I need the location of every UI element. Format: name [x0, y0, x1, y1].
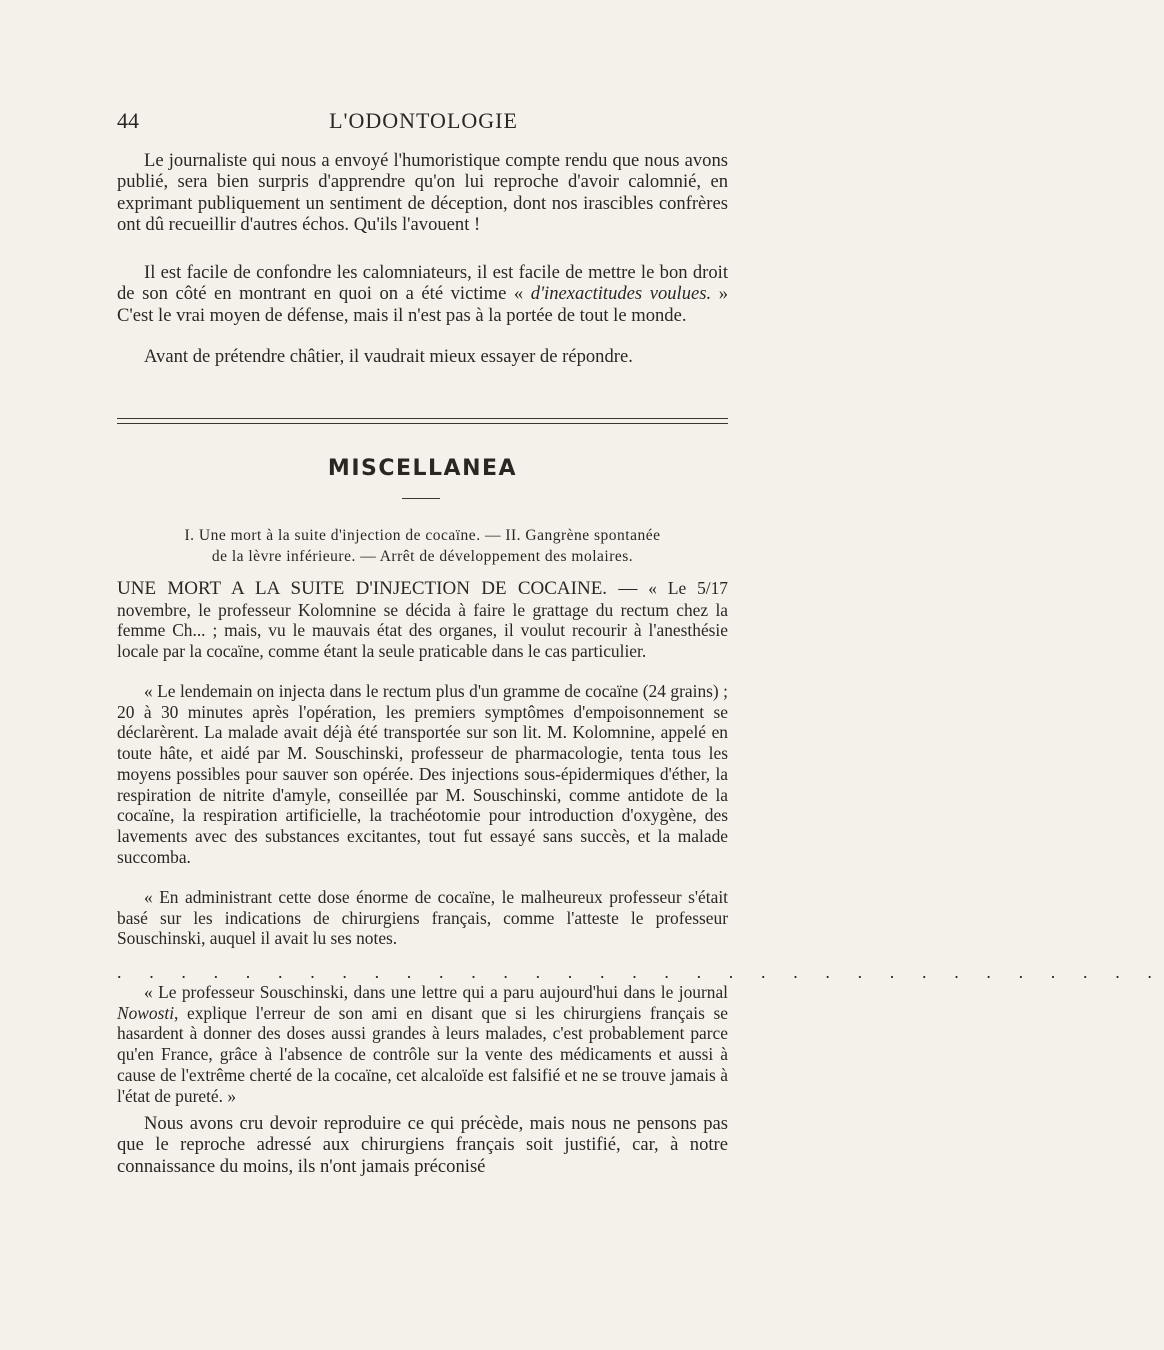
running-title: L'ODONTOLOGIE [329, 108, 518, 133]
summary-line-1: I. Une mort à la suite d'injection de cocaïne. — II. Gangrène spontanée [184, 527, 661, 544]
section-divider-double [117, 418, 728, 424]
article-paragraph-5: Nous avons cru devoir reproduire ce qui précède, mais nous ne pensons pas que le reproche adressé aux chirurgiens français soit justifié, car, à notre connaissance du moins, ils n'ont jamais préconisé [117, 1113, 728, 1177]
section-summary [117, 525, 728, 567]
p4-italic: Nowosti [117, 1002, 175, 1023]
p2-text-before: Il est facile de confondre les calomniateurs, il est facile de mettre le bon droit de son côté en montrant en quoi on a été victime « [117, 262, 728, 305]
p2-text-after: » C'est le vrai moyen de défense, mais il n'est pas à la portée de tout le monde. [117, 283, 728, 326]
intro-paragraph-1: Le journaliste qui nous a envoyé l'humoristique compte rendu que nous avons publié, sera bien surpris d'apprendre qu'on lui reproche d'avoir calomnié, en exprimant publiquement un sentiment de déception, dont nos irascibles confrères ont dû recueillir d'autres échos. Qu'ils l'avouent ! [117, 150, 728, 236]
article-heading: UNE MORT A LA SUITE D'INJECTION DE COCAINE. — [117, 578, 638, 599]
p2-italic: d'inexactitudes voulues. [530, 283, 712, 305]
article-paragraph-2: « Le lendemain on injecta dans le rectum plus d'un gramme de cocaïne (24 grains) ; 20 à 30 minutes après l'opération, les premiers symptômes d'empoisonnement se déclarèrent. La malade avait déjà été transportée sur son lit. M. Kolomnine, appelé en toute hâte, et aidé par M. Souschinski, professeur de pharmacologie, tenta tous les moyens possibles pour sauver son opérée. Des injections sous-épidermiques d'éther, la respiration de nitrite d'amyle, conseillée par M. Souschinski, comme antidote de la cocaïne, la respiration artificielle, la trachéotomie pour introduction d'oxygène, des lavements avec des substances excitantes, tout fut essayé sans succès, et la malade succomba. [117, 681, 728, 867]
intro-paragraph-2 [117, 262, 728, 326]
intro-paragraph-3: Avant de prétendre châtier, il vaudrait mieux essayer de répondre. [144, 346, 633, 367]
article-paragraph-4 [117, 982, 728, 1106]
page-header [117, 108, 730, 138]
p4-text-after: , explique l'erreur de son ami en disant que si les chirurgiens français se hasardent à donner des doses aussi grandes à leurs malades, c'est probablement parce qu'en France, grâce à l'absence de contrôle sur la vente des médicaments et aussi à cause de l'extrême cherté de la cocaïne, cet alcaloïde est falsifié et ne se trouve jamais à l'état de pureté. » [117, 1002, 728, 1106]
ellipsis-dots-line: . . . . . . . . . . . . . . . . . . . . . . . . . . . . . . . . . [117, 962, 1164, 982]
section-title: MISCELLANEA [327, 456, 518, 481]
article-paragraph-1 [117, 578, 728, 662]
article-paragraph-3: « En administrant cette dose énorme de cocaïne, le malheureux professeur s'était basé sur les indications de chirurgiens français, comme l'atteste le professeur Souschinski, auquel il avait lu ses notes. [117, 887, 728, 949]
article-p1-text: « Le 5/17 novembre, le professeur Kolomnine se décida à faire le grattage du rectum chez la femme Ch... ; mais, vu le mauvais état des organes, il voulut recourir à l'anesthésie locale par la cocaïne, comme étant la seule praticable dans le cas particulier. [117, 578, 729, 662]
summary-line-2: de la lèvre inférieure. — Arrêt de développement des molaires. [211, 548, 634, 565]
p4-text-before: « Le professeur Souschinski, dans une lettre qui a paru aujourd'hui dans le journal [144, 982, 728, 1002]
title-underline [402, 498, 440, 499]
page-number: 44 [117, 108, 139, 133]
